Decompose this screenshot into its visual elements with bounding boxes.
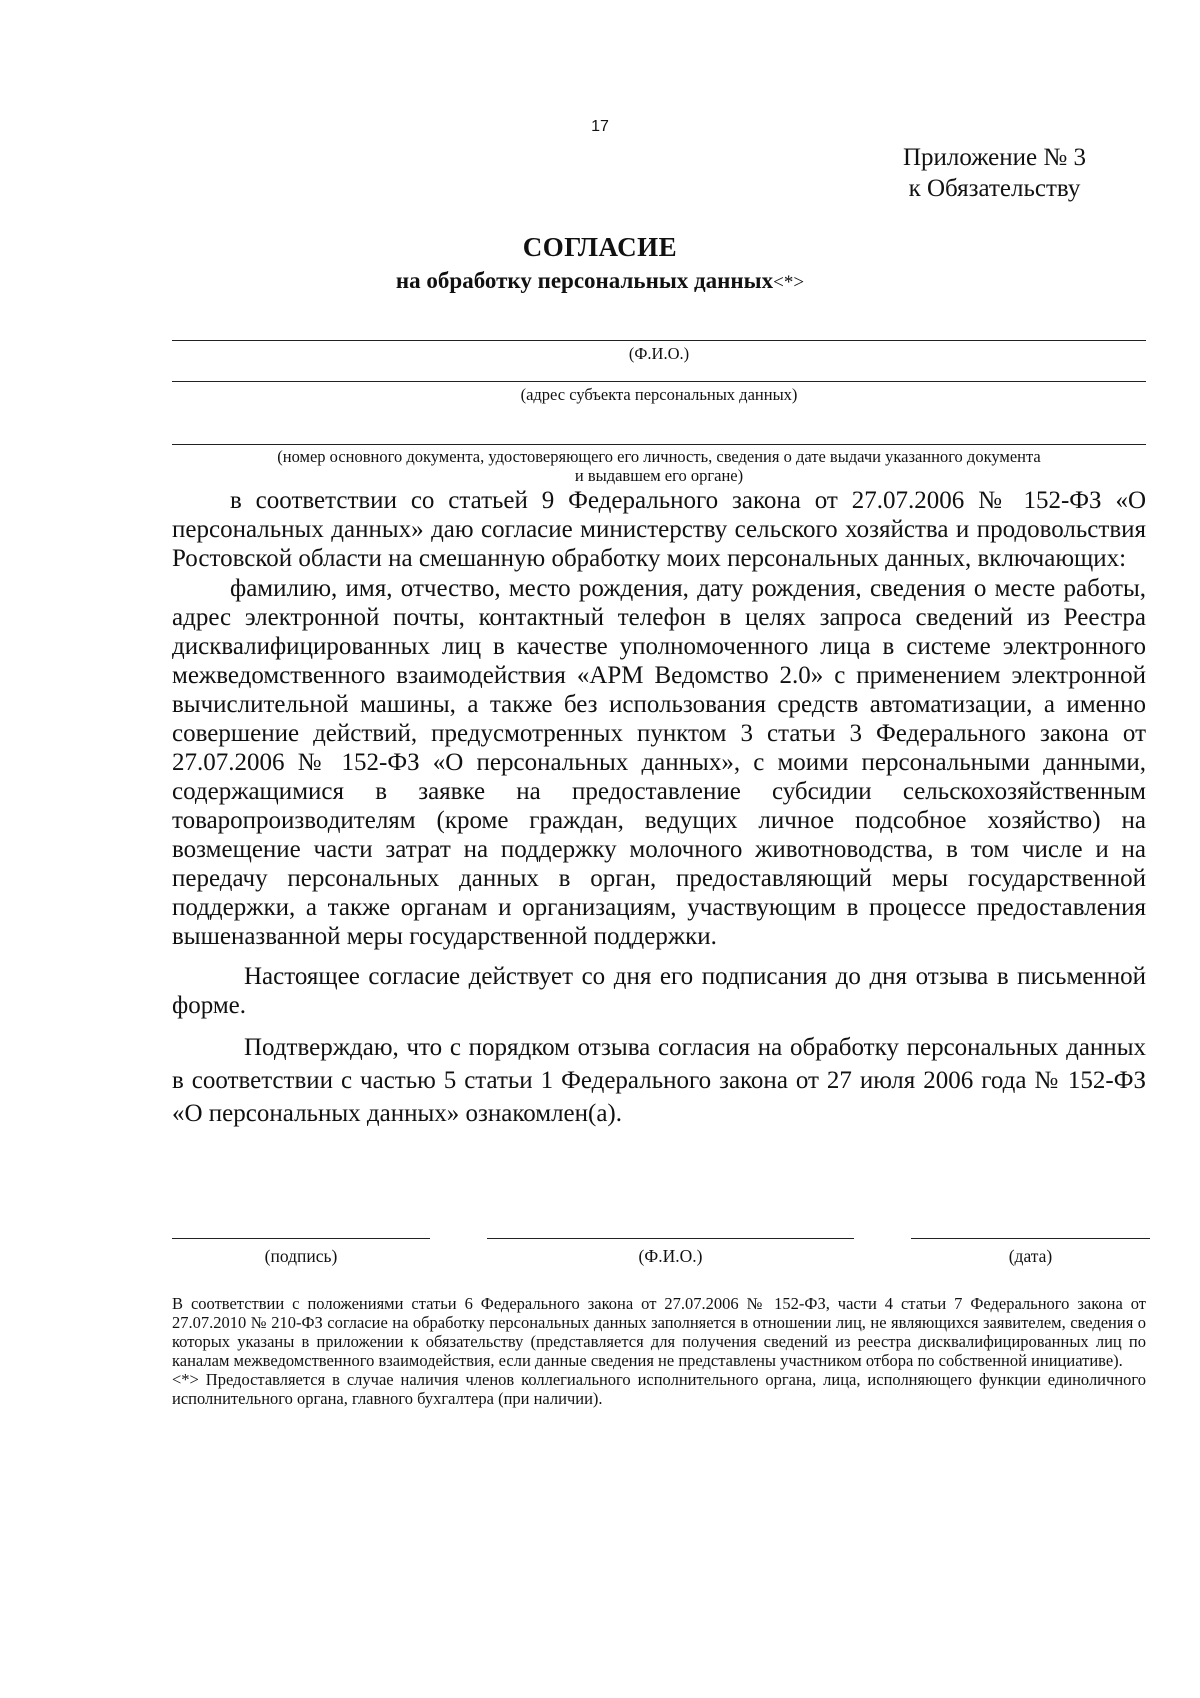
fio-field-caption: (Ф.И.О.) xyxy=(628,344,690,363)
identity-document-caption-line2: и выдавшем его органе) xyxy=(574,466,744,485)
footnotes xyxy=(172,1294,1146,1408)
consent-paragraph-acknowledgement: Подтверждаю, что с порядком отзыва согласия на обработку персональных данных в соответствии с частью 5 статьи 1 Федерального закона от 27 июля 2006 года № 152-ФЗ «О персональных данных» ознакомлен(а). xyxy=(172,1034,1146,1127)
subtitle-text: на обработку персональных данных xyxy=(395,268,774,293)
consent-paragraph-intro: в соответствии со статьей 9 Федерального закона от 27.07.2006 № 152-ФЗ «О персональных данных» даю согласие министерству сельского хозяйства и продовольствия Ростовской области на смешанную обработку моих персональных данных, включающих: xyxy=(172,487,1146,572)
appendix-reference: к Обязательству xyxy=(908,175,1081,202)
document-title: СОГЛАСИЕ xyxy=(522,232,678,262)
footnote-legal-basis: В соответствии с положениями статьи 6 Федерального закона от 27.07.2006 № 152-ФЗ, части 4 статьи 7 Федерального закона от 27.07.2010 № 210-ФЗ согласие на обработку персональных данных заполняется в отношении лиц, не являющихся заявителем, сведения о которых указаны в приложении к обязательству (представляется для получения сведений из реестра дисквалифицированных лиц по каналам межведомственного взаимодействия, если данные сведения не представлены участником отбора по собственной инициативе). xyxy=(172,1294,1146,1370)
footnote-mark: <*> xyxy=(773,272,805,293)
page-number: 17 xyxy=(591,118,609,135)
appendix-header xyxy=(903,142,1086,204)
address-field-caption: (адрес субъекта персональных данных) xyxy=(520,385,798,404)
fio-field-line[interactable] xyxy=(172,340,1146,341)
signature-caption: (подпись) xyxy=(264,1246,338,1266)
consent-paragraph-validity: Настоящее согласие действует со дня его подписания до дня отзыва в письменной форме. xyxy=(172,963,1146,1019)
address-field-line[interactable] xyxy=(172,381,1146,382)
footnote-asterisk: <*> Предоставляется в случае наличия членов коллегиального исполнительного органа, лица, исполняющего функции единоличного исполнительного органа, главного бухгалтера (при наличии). xyxy=(172,1370,1146,1408)
appendix-number: Приложение № 3 xyxy=(902,144,1086,171)
signature-fio-line[interactable] xyxy=(487,1238,854,1239)
identity-document-caption-line1: (номер основного документа, удостоверяющего его личность, сведения о дате выдачи указанного документа xyxy=(277,447,1041,466)
consent-paragraph-scope: фамилию, имя, отчество, место рождения, дату рождения, сведения о месте работы, адрес электронной почты, контактный телефон в целях запроса сведений из Реестра дисквалифицированных лиц в качестве уполномоченного лица в системе электронного межведомственного взаимодействия «АРМ Ведомство 2.0» с применением электронной вычислительной машины, а также без использования средств автоматизации, а именно совершение действий, предусмотренных пунктом 3 статьи 3 Федерального закона от 27.07.2006 № 152-ФЗ «О персональных данных», с моими персональными данными, содержащимися в заявке на предоставление субсидии сельскохозяйственным товаропроизводителям (кроме граждан, ведущих личное подсобное хозяйство) на возмещение части затрат на поддержку молочного животноводства, в том числе и на передачу персональных данных в орган, предоставляющий меры государственной поддержки, а также органам и организациям, участвующим в процессе предоставления вышеназванной меры государственной поддержки. xyxy=(172,575,1146,950)
date-line[interactable] xyxy=(911,1238,1150,1239)
consent-body xyxy=(172,486,1146,1130)
document-subtitle xyxy=(0,268,1200,294)
identity-document-field-line[interactable] xyxy=(172,444,1146,445)
signature-fio-caption: (Ф.И.О.) xyxy=(638,1246,703,1266)
date-caption: (дата) xyxy=(1008,1246,1053,1266)
signature-line[interactable] xyxy=(172,1238,430,1239)
